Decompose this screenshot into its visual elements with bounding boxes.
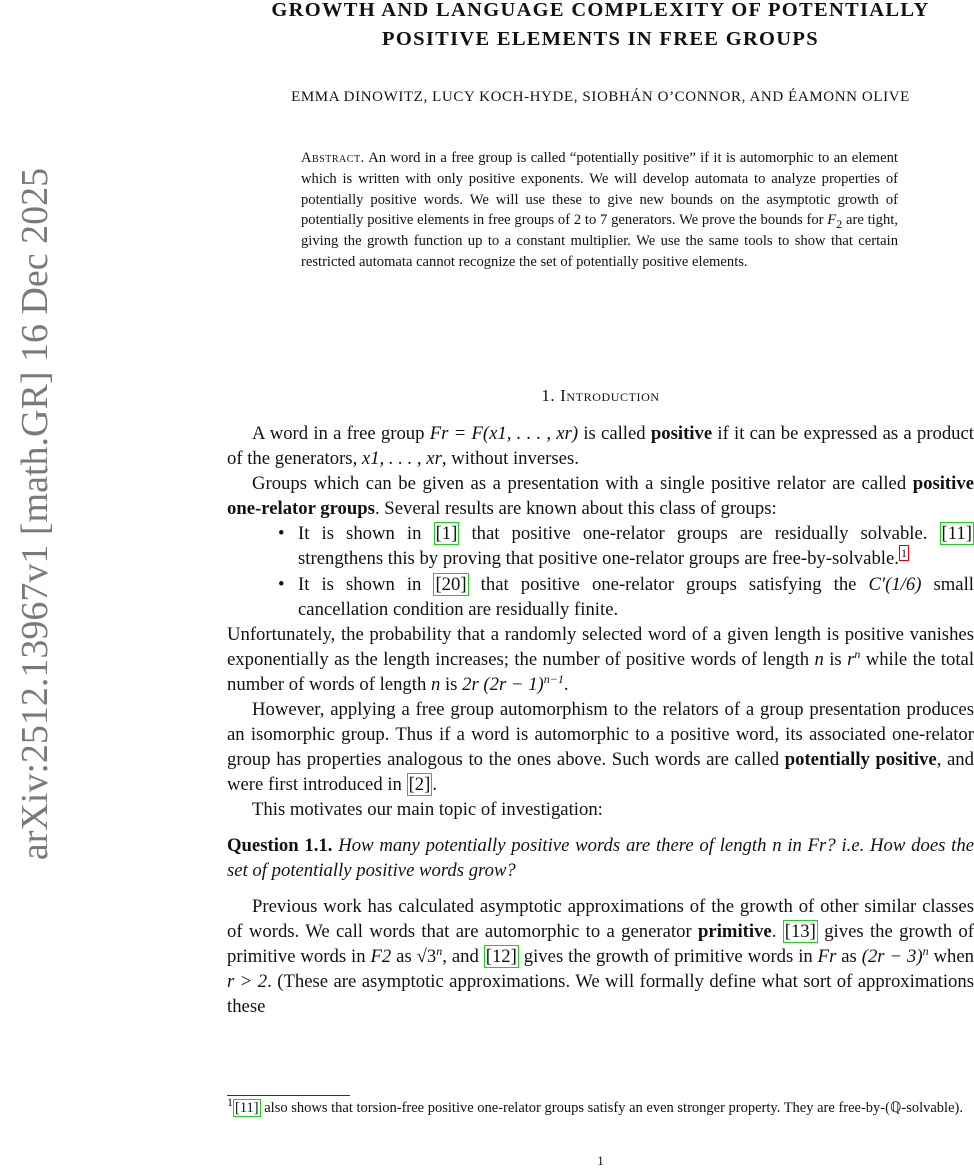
text: while the total number of words of length (227, 648, 974, 695)
text: , without inverses. (441, 448, 579, 470)
question-text: How many potentially positive words are there of length n in Fr? i.e. How does the set of potentially positive words grow? (227, 834, 974, 881)
list-item (227, 521, 974, 571)
text: is (440, 673, 463, 695)
footnote-mark: 1 (227, 1095, 233, 1110)
text: , and were first introduced in (227, 749, 974, 796)
paragraph-4 (227, 697, 974, 797)
citation-link[interactable]: [2] (408, 774, 431, 796)
math-inline: r (847, 648, 855, 670)
abstract-text-a: An word in a free group is called “potentially positive” if it is automorphic to an element which is written with only positive exponents. We will develop automata to analyze properties of potentially positive words. We will use these to give new bounds on the asymptotic growth of potentially positive elements in free groups of 2 to 7 generators. We prove the bounds for (301, 150, 898, 229)
math-inline: Fr (817, 945, 837, 967)
math-exponent: n−1 (543, 671, 564, 686)
term-primitive: primitive (698, 920, 772, 942)
citation-link[interactable]: [12] (485, 945, 517, 967)
math-inline: 2r (2r − 1) (462, 673, 544, 695)
text: A word in a free group (252, 423, 430, 444)
text: that positive one-relator groups satisfying the (468, 573, 869, 595)
math-exponent: n (436, 943, 443, 958)
math-inline: n (814, 648, 824, 670)
text: that positive one-relator groups are residually solvable. (459, 523, 940, 545)
text: gives the growth of primitive words in (518, 945, 818, 967)
section-title: Introduction (560, 386, 660, 405)
term-positive: positive (650, 423, 713, 444)
math-exponent: n (854, 646, 861, 661)
math-inline: Fr = F(x1, . . . , xr) (429, 423, 579, 444)
text: Unfortunately, the probability that a randomly selected word of a given length is positive vanishes exponentially as the length increases; the number of positive words of length (227, 623, 974, 670)
paragraph-1 (227, 421, 974, 471)
text: is called (578, 423, 651, 444)
math-sqrt: √3 (416, 945, 437, 967)
citation-link[interactable]: [20] (435, 573, 467, 595)
math-inline: n (430, 673, 441, 695)
text: is (823, 648, 848, 670)
text: . (These are asymptotic approximations. We will formally define what sort of approximations these (227, 970, 974, 1018)
list-item (227, 572, 974, 622)
title-line-1: GROWTH AND LANGUAGE COMPLEXITY OF POTENTIALLY (271, 0, 930, 21)
math-inline: x1, . . . , xr (361, 448, 442, 470)
footnote-rule (227, 1095, 350, 1096)
term-potentially-positive: potentially positive (784, 749, 937, 771)
footnote-text: also shows that torsion-free positive one-relator groups satisfy an even stronger property. They are free-by-(ℚ-solvable). (260, 1100, 963, 1116)
paragraph-6 (227, 894, 974, 1019)
author-list: EMMA DINOWITZ, LUCY KOCH-HYDE, SIOBHÁN O’CONNOR, AND ÉAMONN OLIVE (291, 89, 910, 105)
text: , and (442, 945, 484, 967)
text: . (432, 774, 438, 796)
paragraph-5: This motivates our main topic of investigation: (252, 799, 603, 821)
math-inline: (2r − 3) (861, 945, 923, 967)
footnote (227, 1095, 974, 1118)
text: . (563, 673, 569, 695)
text: as (836, 945, 862, 967)
text: if it can be expressed as a product of the generators, (227, 423, 974, 470)
citation-link[interactable]: [11] (941, 523, 972, 545)
math-inline: C′(1/6) (868, 573, 922, 595)
abstract-math-f-sub: 2 (836, 217, 843, 232)
math-inline: r > 2 (227, 970, 268, 992)
text: However, applying a free group automorphism to the relators of a group presentation produces an isomorphic group. Thus if a word is automorphic to a positive word, its associated one-relator group has properties analogous to the ones above. Such words are called (227, 699, 974, 771)
citation-link[interactable]: [11] (235, 1100, 259, 1116)
abstract (301, 148, 898, 273)
math-inline: F2 (370, 945, 392, 967)
bullet-icon: • (278, 523, 285, 545)
text: when (928, 945, 974, 967)
section-number: 1. (541, 386, 556, 405)
question-label: Question 1.1. (227, 834, 333, 856)
text: Previous work has calculated asymptotic approximations of the growth of other similar classes of words. We call words that are automorphic to a generator (227, 895, 974, 942)
text: . (771, 920, 783, 942)
citation-link[interactable]: [1] (435, 523, 458, 545)
abstract-math-f: F (827, 212, 837, 229)
text: gives the growth of primitive words in (227, 920, 974, 967)
text: . Several results are known about this class of groups: (374, 498, 777, 520)
citation-link[interactable]: [13] (784, 920, 816, 942)
bullet-icon: • (278, 573, 285, 595)
text: It is shown in (298, 573, 434, 595)
page-number: 1 (597, 1153, 604, 1168)
title-line-2: POSITIVE ELEMENTS IN FREE GROUPS (382, 28, 819, 50)
question-block (227, 833, 974, 883)
abstract-heading: Abstract. (301, 150, 365, 166)
bullet-list (227, 521, 974, 621)
text: strengthens this by proving that positive one-relator groups are free-by-solvable. (298, 548, 899, 570)
arxiv-stamp[interactable]: arXiv:2512.13967v1 [math.GR] 16 Dec 2025 (14, 167, 56, 861)
text: Groups which can be given as a presentation with a single positive relator are called (252, 473, 913, 495)
footnote-link[interactable]: 1 (900, 546, 907, 561)
abstract-text-b: are tight, giving the growth function up to a constant multiplier. We use the same tools to show that certain restricted automata cannot recognize the set of potentially positive elements. (301, 212, 898, 270)
text: as (391, 945, 417, 967)
paper-title (227, 0, 974, 54)
paragraph-3 (227, 622, 974, 697)
body-text (227, 421, 974, 1019)
term-positive-one-relator: positive one-relator groups (227, 473, 974, 520)
paragraph-2 (227, 471, 974, 521)
text: small cancellation condition are residually finite. (298, 573, 974, 620)
math-exponent: n (922, 943, 929, 958)
section-heading (227, 386, 974, 406)
text: It is shown in (298, 523, 434, 545)
